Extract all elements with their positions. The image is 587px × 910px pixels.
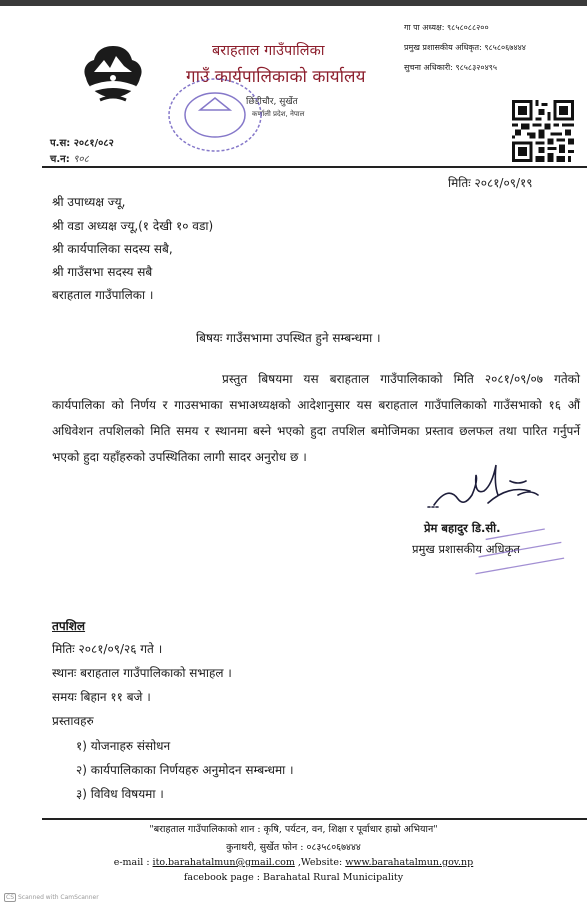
office-address: छिंडीचौर, सुर्खेत [246, 97, 298, 107]
website-label: ,Website: [294, 857, 346, 868]
proposal-item: २) कार्यपालिकाका निर्णयहरु अनुमोदन सम्बन्धमा । [76, 763, 294, 777]
website-link[interactable]: www.barahatalmun.gov.np [345, 857, 474, 868]
patra-sankhya [50, 135, 114, 149]
footer-contact [0, 857, 587, 868]
footer-slogan: "बराहताल गाउँपालिकाको शान : कृषि, पर्यटन, वन, शिक्षा र पूर्वाधार हाम्रो अभियान" [149, 824, 438, 835]
contact-info-officer: सुचना अधिकारी: ९८५८३२०४९५ [404, 63, 498, 72]
letter-date: मितिः २०८१/०९/१९ [448, 176, 533, 190]
qr-code-icon [512, 100, 574, 162]
chalani-value: ९०८ [73, 154, 89, 165]
recipient-line: बराहताल गाउँपालिका । [52, 288, 154, 302]
footer-divider [42, 818, 587, 820]
footer-address-phone: कुनाथरी, सुर्खेत फोन : ०८३५८०६७४४४ [226, 842, 361, 853]
letter-subject: बिषयः गाउँसभामा उपस्थित हुने सम्बन्धमा । [196, 331, 381, 345]
contact-cao: प्रमुख प्रशासकीय अधिकृत: ९८५८०६७४४४ [404, 43, 526, 52]
office-title: गाउँ कार्यपालिकाको कार्यालय [186, 67, 366, 87]
recipient-line: श्री उपाध्यक्ष ज्यू, [52, 195, 126, 209]
recipient-line: श्री कार्यपालिका सदस्य सबै, [52, 242, 173, 256]
schedule-place: स्थानः बराहताल गाउँपालिकाको सभाहल । [52, 666, 232, 680]
office-name: बराहताल गाउँपालिका [212, 43, 325, 59]
contact-chairperson: गा पा अध्यक्ष: ९८५८०८८२०० [404, 23, 489, 32]
schedule-heading: तपशिल [52, 619, 86, 633]
scanner-text: Scanned with CamScanner [18, 894, 99, 901]
signatory-name: प्रेम बहादुर डि.सी. [424, 521, 501, 535]
chalani-label: च.न: [50, 154, 70, 165]
proposals-heading: प्रस्तावहरु [52, 714, 94, 728]
handwritten-signature [418, 455, 548, 525]
email-link[interactable]: ito.barahatalmun@gmail.com [152, 857, 295, 868]
office-province: कर्णाली प्रदेश, नेपाल [252, 110, 305, 118]
recipient-line: श्री वडा अध्यक्ष ज्यू,(१ देखी १० वडा) [52, 219, 214, 233]
patra-value: २०८१/०८२ [73, 138, 114, 149]
schedule-time: समयः बिहान ११ बजे । [52, 690, 151, 704]
nepal-emblem-logo [80, 42, 146, 104]
footer-facebook: facebook page : Barahatal Rural Municipality [183, 872, 404, 883]
email-label: e-mail : [113, 857, 153, 868]
proposal-item: १) योजनाहरु संसोधन [76, 739, 171, 753]
proposal-item: ३) विविध विषयमा । [76, 787, 164, 801]
letterhead-divider [42, 166, 587, 168]
signatory-title: प्रमुख प्रशासकीय अधिकृत [412, 542, 520, 556]
scanner-watermark [4, 893, 99, 902]
top-edge [0, 0, 587, 6]
letter-body-text: प्रस्तुत बिषयमा यस बराहताल गाउँपालिकाको मिति २०८१/०९/०७ गतेको कार्यपालिका को निर्णय र गाउसभाका सभाअध्यक्षको आदेशानुसार यस बराहताल गाउँपालिकाको गाउँसभाको १६ औं अधिवेशन तपशिलको मिति समय र स्थानमा बस्ने भएको हुदा तपशिल बमोजिमका प्रस्ताव छलफल तथा पारित गर्नुपर्ने भएको हुदा यहाँहरुको उपस्थितिका लागी सादर अनुरोध छ । [52, 372, 580, 464]
camscanner-badge: CS [6, 894, 14, 901]
chalani-number [50, 151, 89, 165]
schedule-date: मितिः २०८१/०९/२६ गते । [52, 642, 163, 656]
office-stamp-seal [160, 70, 270, 160]
patra-label: प.स: [50, 138, 71, 149]
recipient-line: श्री गाउँसभा सदस्य सबै [52, 265, 153, 279]
designation-stamp [458, 520, 578, 580]
